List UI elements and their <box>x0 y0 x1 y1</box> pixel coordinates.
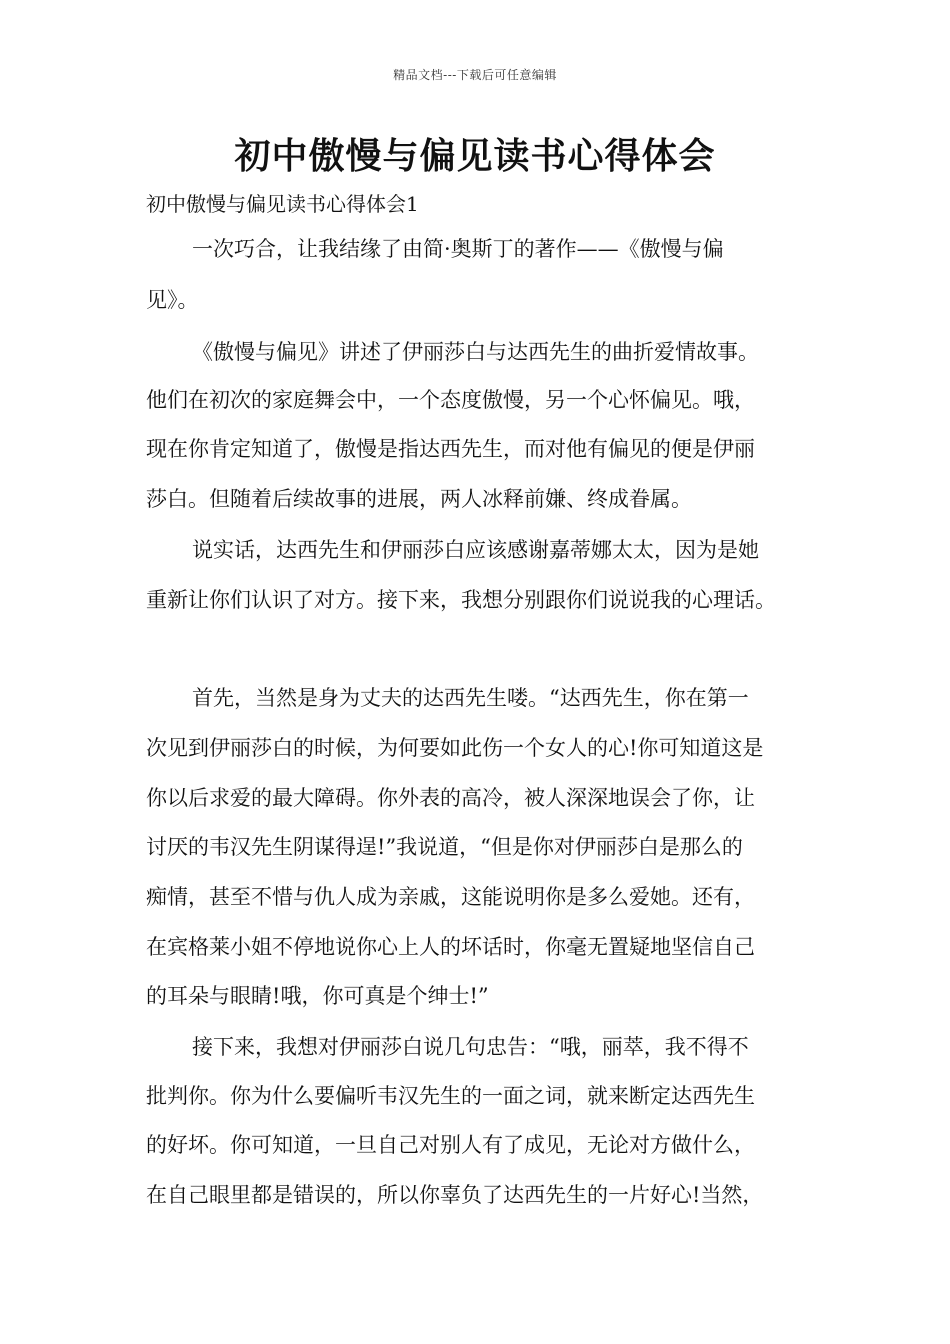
paragraph-line: 重新让你们认识了对方。接下来，我想分别跟你们说说我的心理话。 <box>146 588 776 612</box>
paragraph-line: 在自己眼里都是错误的，所以你辜负了达西先生的一片好心!当然， <box>146 1183 764 1207</box>
page-title: 初中傲慢与偏见读书心得体会 <box>234 135 716 177</box>
section-subtitle: 初中傲慢与偏见读书心得体会1 <box>146 192 419 216</box>
paragraph-line: 莎白。但随着后续故事的进展，两人冰释前嫌、终成眷属。 <box>146 487 692 511</box>
paragraph-line: 讨厌的韦汉先生阴谋得逞!”我说道，“但是你对伊丽莎白是那么的 <box>146 835 743 859</box>
paragraph-line: 首先，当然是身为丈夫的达西先生喽。“达西先生，你在第一 <box>192 686 749 710</box>
paragraph-line: 你以后求爱的最大障碍。你外表的高冷，被人深深地误会了你，让 <box>146 786 755 810</box>
paragraph-line: 的耳朵与眼睛!哦，你可真是个绅士!” <box>146 984 489 1008</box>
paragraph-line: 次见到伊丽莎白的时候，为何要如此伤一个女人的心!你可知道这是 <box>146 736 764 760</box>
paragraph-line: 痴情，甚至不惜与仇人成为亲戚，这能说明你是多么爱她。还有， <box>146 885 755 909</box>
paragraph-line: 《傲慢与偏见》讲述了伊丽莎白与达西先生的曲折爱情故事。 <box>192 340 759 364</box>
paragraph-line: 批判你。你为什么要偏听韦汉先生的一面之词，就来断定达西先生 <box>146 1084 755 1108</box>
paragraph-line: 一次巧合，让我结缘了由简·奥斯丁的著作——《傲慢与偏 <box>192 237 724 261</box>
paragraph-line: 他们在初次的家庭舞会中，一个态度傲慢，另一个心怀偏见。哦， <box>146 388 755 412</box>
paragraph-line: 见》。 <box>146 288 199 312</box>
paragraph-line: 在宾格莱小姐不停地说你心上人的坏话时，你毫无置疑地坚信自己 <box>146 935 755 959</box>
paragraph-line: 接下来，我想对伊丽莎白说几句忠告：“哦，丽萃，我不得不 <box>192 1035 749 1059</box>
paragraph-line: 的好坏。你可知道，一旦自己对别人有了成见，无论对方做什么， <box>146 1133 755 1157</box>
paragraph-line: 说实话，达西先生和伊丽莎白应该感谢嘉蒂娜太太，因为是她 <box>192 538 759 562</box>
paragraph-line: 现在你肯定知道了，傲慢是指达西先生，而对他有偏见的便是伊丽 <box>146 437 755 461</box>
header-note: 精品文档---下载后可任意编辑 <box>393 68 557 82</box>
